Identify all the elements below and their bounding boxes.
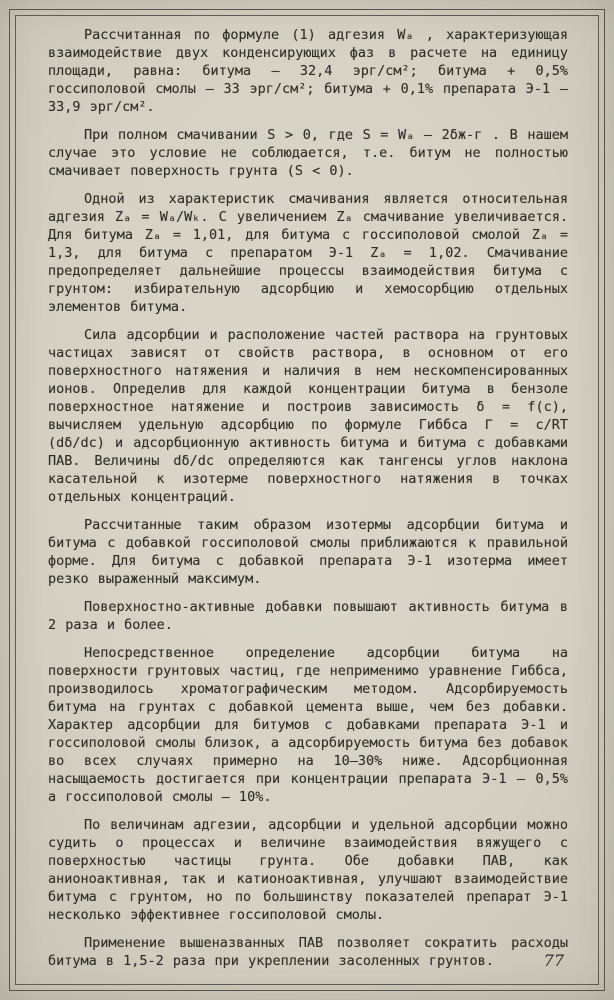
paragraph: Рассчитанные таким образом изотермы адсорбции битума и битума с добавкой госсиполовой смолы приближаются к правильной форме. Для битума с добавкой препарата Э-1 изотерма имеет резко выраженный максимум. bbox=[48, 517, 568, 587]
paragraph: Рассчитанная по формуле (1) адгезия Wₐ , характеризующая взаимодействие двух конденсирующих фаз в расчете на единицу площади, равна: битума – 32,4 эрг/см²; битума + 0,5% госсиполовой смолы – 33 эрг/см²; битума + 0,1% препарата Э-1 – 33,9 эрг/см². bbox=[48, 27, 568, 115]
paragraph: Применение вышеназванных ПАВ позволяет сократить расходы битума в 1,5-2 раза при укреплении засоленных грунтов. bbox=[48, 935, 568, 969]
page-text bbox=[48, 26, 568, 980]
paragraph: Одной из характеристик смачивания является относительная адгезия Zₐ = Wₐ/Wₖ. С увеличением Zₐ смачивание увеличивается. Для битума Zₐ = 1,01, для битума с госсиполовой смолой Zₐ = 1,3, для битума с препаратом Э-1 Zₐ = 1,02. Смачивание предопределяет дальнейшие процессы взаимодействия битума с грунтом: избирательную адсорбцию и хемосорбцию отдельных элементов битума. bbox=[48, 191, 568, 315]
page-number: 77 bbox=[543, 951, 564, 970]
paragraph: Сила адсорбции и расположение частей раствора на грунтовых частицах зависят от свойств раствора, в основном от его поверхностного натяжения и наличия в нем нескомпенсированных ионов. Определив для каждой концентрации битума в бензоле поверхностное натяжение и построив зависимость δ = f(c), вычисляем удельную адсорбцию по формуле Гиббса Γ = c/RT (dδ/dc) и адсорбционную активность битума и битума с добавками ПАВ. Величины dδ/dc определяются как тангенсы углов наклона касательной к изотерме поверхностного натяжения в точках отдельных концентраций. bbox=[48, 327, 568, 505]
paragraph: Непосредственное определение адсорбции битума на поверхности грунтовых частиц, где неприменимо уравнение Гиббса, производилось хроматографическим методом. Адсорбируемость битума на грунтах с добавкой цемента выше, чем без добавки. Характер адсорбции для битумов с добавками препарата Э-1 и госсиполовой смолы близок, а адсорбируемость битума без добавок во всех случаях примерно на 10–30% ниже. Адсорбционная насыщаемость достигается при концентрации препарата Э-1 – 0,5% а госсиполовой смолы – 10%. bbox=[48, 645, 568, 805]
paragraph: Поверхностно-активные добавки повышают активность битума в 2 раза и более. bbox=[48, 599, 568, 633]
paragraph: При полном смачивании S > 0, где S = Wₐ – 2δж-г . В нашем случае это условие не соблюдается, т.е. битум не полностью смачивает поверхность грунта (S < 0). bbox=[48, 127, 568, 179]
paragraph: По величинам адгезии, адсорбции и удельной адсорбции можно судить о процессах и величине взаимодействия вяжущего с поверхностью частицы грунта. Обе добавки ПАВ, как анионоактивная, так и катионоактивная, улучшают взаимодействие битума с грунтом, но по большинству показателей препарат Э-1 несколько эффективнее госсиполовой смолы. bbox=[48, 817, 568, 923]
